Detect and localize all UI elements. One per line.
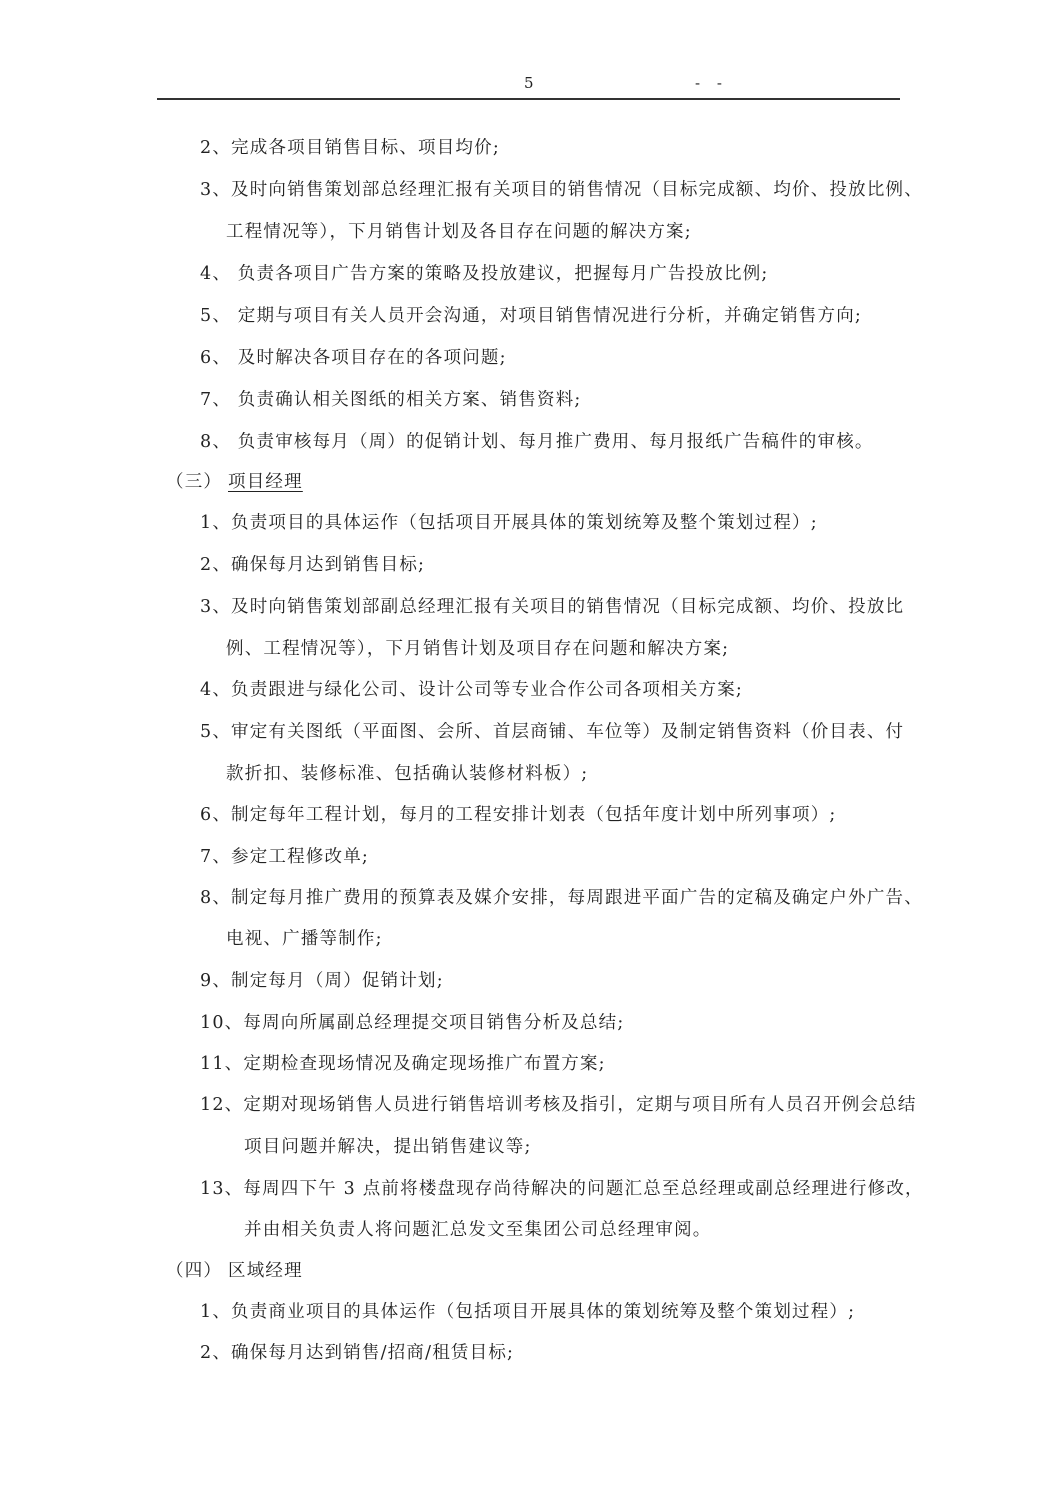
list-item: 10、每周向所属副总经理提交项目销售分析及总结;	[200, 1013, 625, 1033]
list-item-continuation: 工程情况等），下月销售计划及各目存在问题的解决方案;	[226, 222, 692, 242]
list-item: 3、及时向销售策划部副总经理汇报有关项目的销售情况（目标完成额、均价、投放比	[200, 597, 905, 617]
list-item: 6、 及时解决各项目存在的各项问题;	[200, 348, 507, 368]
header-dash: - -	[695, 74, 728, 92]
list-item: 6、制定每年工程计划，每月的工程安排计划表（包括年度计划中所列事项）;	[200, 805, 837, 825]
list-item: 1、负责商业项目的具体运作（包括项目开展具体的策划统筹及整个策划过程）;	[200, 1302, 856, 1322]
page-header	[157, 72, 900, 100]
list-item: 2、确保每月达到销售/招商/租赁目标;	[200, 1343, 515, 1363]
list-item: 2、确保每月达到销售目标;	[200, 555, 426, 575]
page-number: 5	[524, 74, 534, 92]
list-item: 13、每周四下午 3 点前将楼盘现存尚待解决的问题汇总至总经理或副总经理进行修改，	[200, 1179, 924, 1199]
section-number: （三）	[166, 472, 223, 492]
list-item: 1、负责项目的具体运作（包括项目开展具体的策划统筹及整个策划过程）;	[200, 513, 818, 533]
section-title: 区域经理	[228, 1261, 303, 1281]
list-item: 5、 定期与项目有关人员开会沟通，对项目销售情况进行分析，并确定销售方向;	[200, 306, 862, 326]
list-item: 4、负责跟进与绿化公司、设计公司等专业合作公司各项相关方案;	[200, 680, 744, 700]
list-item: 3、及时向销售策划部总经理汇报有关项目的销售情况（目标完成额、均价、投放比例、	[200, 180, 923, 200]
list-item-continuation: 款折扣、装修标准、包括确认装修材料板）;	[226, 764, 589, 784]
list-item-continuation: 并由相关负责人将问题汇总发文至集团公司总经理审阅。	[244, 1220, 712, 1240]
list-item: 5、审定有关图纸（平面图、会所、首层商铺、车位等）及制定销售资料（价目表、付	[200, 722, 905, 742]
section-number: （四）	[166, 1261, 223, 1281]
list-item: 4、 负责各项目广告方案的策略及投放建议，把握每月广告投放比例;	[200, 264, 769, 284]
section-heading-3	[166, 470, 303, 494]
list-item: 7、 负责确认相关图纸的相关方案、销售资料;	[200, 390, 582, 410]
list-item: 8、制定每月推广费用的预算表及媒介安排，每周跟进平面广告的定稿及确定户外广告、	[200, 888, 923, 908]
section-heading-4	[166, 1259, 303, 1283]
list-item-continuation: 电视、广播等制作;	[226, 929, 383, 949]
list-item-continuation: 项目问题并解决，提出销售建议等;	[244, 1137, 532, 1157]
list-item: 9、制定每月（周）促销计划;	[200, 971, 444, 991]
list-item-continuation: 例、工程情况等），下月销售计划及项目存在问题和解决方案;	[226, 639, 730, 659]
list-item: 12、定期对现场销售人员进行销售培训考核及指引，定期与项目所有人员召开例会总结	[200, 1095, 917, 1115]
section-title: 项目经理	[228, 472, 303, 492]
list-item: 7、参定工程修改单;	[200, 847, 370, 867]
list-item: 8、 负责审核每月（周）的促销计划、每月推广费用、每月报纸广告稿件的审核。	[200, 432, 874, 452]
list-item: 11、定期检查现场情况及确定现场推广布置方案;	[200, 1054, 606, 1074]
list-item: 2、完成各项目销售目标、项目均价;	[200, 138, 500, 158]
